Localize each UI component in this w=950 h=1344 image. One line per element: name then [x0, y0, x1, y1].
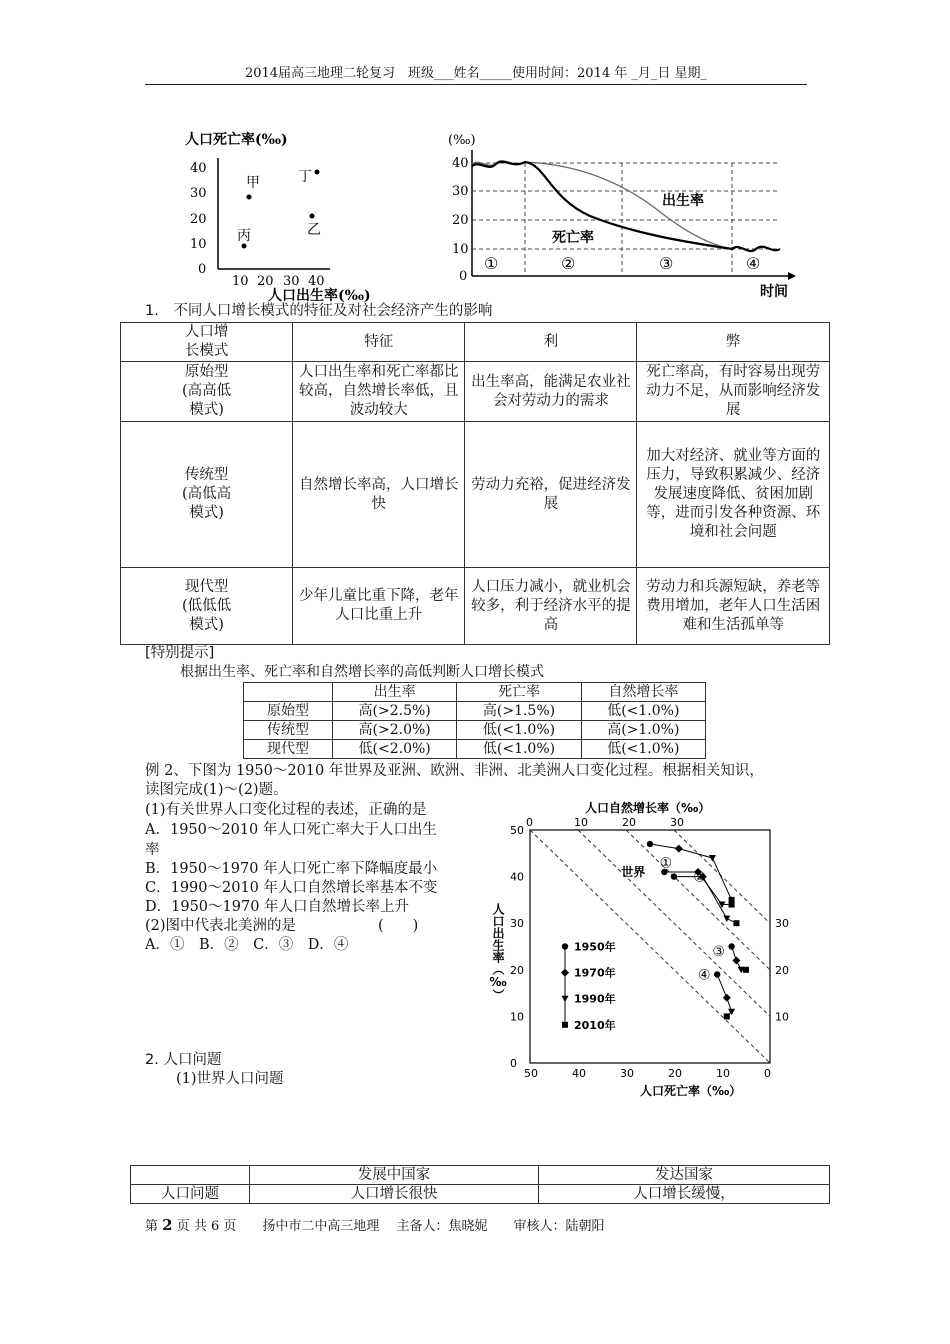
- table2-cell: 原始型: [244, 702, 333, 721]
- table2-cell: 低(<2.0%): [333, 740, 457, 759]
- section2-title: 2. 人口问题: [145, 1052, 222, 1068]
- left-tick: 40: [510, 870, 524, 884]
- table1-cell: 劳动力充裕，促进经济发展: [465, 422, 637, 568]
- table1-cell: 少年儿童比重下降，老年人口比重上升: [293, 568, 465, 645]
- left-tick: 10: [510, 1010, 524, 1024]
- world-label: 世界: [621, 864, 646, 879]
- top-tick: 30: [670, 816, 684, 829]
- page-number: 2: [162, 1216, 173, 1234]
- table1-header: 利: [465, 323, 637, 362]
- data-point-1950: [647, 841, 653, 847]
- point-label: 丁: [298, 169, 312, 185]
- series-label: ①: [659, 855, 673, 872]
- left-tick: 0: [510, 1057, 517, 1070]
- point-bing: [242, 244, 247, 249]
- birth-death-curve: [440, 128, 800, 303]
- data-point-1970: [723, 994, 731, 1002]
- birth-rate-label: 出生率: [662, 193, 704, 209]
- table1-cell: 劳动力和兵源短缺，养老等费用增加，老年人口生活困难和生活孤单等: [637, 568, 830, 645]
- stage-label: ①: [484, 254, 499, 273]
- series-label: ③: [712, 944, 725, 961]
- point-label: 甲: [246, 175, 260, 191]
- curve-xlabel: 时间: [760, 284, 788, 300]
- curve-unit: (‰): [448, 133, 476, 148]
- bottom-axis-label: 人口死亡率（‰）: [640, 1084, 742, 1098]
- table3-header: [131, 1166, 250, 1185]
- page-header: 2014届高三地理二轮复习 班级___姓名_____使用时间：2014 年 _月_日 星期_: [145, 64, 807, 85]
- footer-prefix: 第: [145, 1219, 163, 1234]
- data-point-1950: [671, 873, 677, 879]
- table1-header: 人口增 长模式: [121, 323, 293, 362]
- scatter-xtick: 10: [232, 274, 249, 289]
- data-point-1970: [732, 956, 740, 964]
- data-point-2010: [733, 920, 739, 926]
- legend-label: 1970年: [574, 966, 616, 980]
- bottom-tick: 40: [572, 1067, 586, 1080]
- bottom-tick: 20: [668, 1067, 682, 1080]
- tip-title: [特别提示]: [145, 645, 215, 661]
- data-point-2010: [743, 967, 749, 973]
- table2-header: 死亡率: [457, 683, 581, 702]
- data-point-1990: [709, 855, 716, 862]
- population-problem-table: [130, 1165, 830, 1204]
- table2-cell: 低(<1.0%): [581, 740, 705, 759]
- data-point-1950: [714, 971, 720, 977]
- option-a: A．1950～2010 年人口死亡率大于人口出生: [145, 822, 437, 838]
- curve-ytick: 30: [452, 184, 469, 199]
- option-b: B．1950～1970 年人口死亡率下降幅度最小: [145, 861, 438, 877]
- scatter-xtick: 20: [257, 274, 274, 289]
- top-tick: 20: [622, 816, 636, 829]
- scatter-ytick: 30: [190, 186, 207, 201]
- curve-ytick: 20: [452, 213, 469, 228]
- table2-header: 出生率: [333, 683, 457, 702]
- table1-cell: 人口压力减小，就业机会较多，利于经济水平的提高: [465, 568, 637, 645]
- legend-label: 1990年: [574, 992, 616, 1006]
- point-ding: [315, 170, 320, 175]
- right-tick: 10: [775, 1010, 789, 1024]
- table3-cell: 人口增长很快: [250, 1185, 539, 1204]
- bottom-tick: 10: [716, 1067, 730, 1080]
- table3-header: 发展中国家: [250, 1166, 539, 1185]
- top-tick: 0: [526, 816, 533, 829]
- table2-cell: 高(>1.5%): [457, 702, 581, 721]
- series-line: [732, 947, 746, 970]
- legend-label: 2010年: [574, 1018, 616, 1032]
- answer-blank: ( ): [378, 918, 419, 934]
- table2-cell: 低(<1.0%): [581, 702, 705, 721]
- stage-label: ④: [746, 254, 761, 273]
- page-footer: [145, 1215, 605, 1234]
- table1-cell: 现代型 (低低低 模式): [121, 568, 293, 645]
- section2-sub: (1)世界人口问题: [176, 1071, 284, 1087]
- data-point-1990: [723, 916, 730, 923]
- option-c: C．1990～2010 年人口自然增长率基本不变: [145, 880, 438, 896]
- option-d: D．1950～1970 年人口自然增长率上升: [145, 899, 410, 915]
- point-label: 丙: [237, 228, 251, 244]
- table2-cell: 低(<1.0%): [457, 740, 581, 759]
- death-rate-line: [472, 162, 780, 251]
- table1-cell: 原始型 (高高低 模式): [121, 362, 293, 422]
- data-point-2010: [562, 1022, 568, 1028]
- bottom-tick: 30: [620, 1067, 634, 1080]
- table1-cell: 出生率高，能满足农业社会对劳动力的需求: [465, 362, 637, 422]
- table3-header: 发达国家: [539, 1166, 830, 1185]
- table2-cell: 传统型: [244, 721, 333, 740]
- scatter-ytick: 40: [190, 161, 207, 176]
- data-point-1950: [562, 943, 568, 949]
- table2-cell: 高(>1.0%): [581, 721, 705, 740]
- population-change-chart: [480, 793, 800, 1105]
- iso-growth-line: [626, 830, 770, 970]
- question-2-options: A．① B．② C．③ D．④: [145, 937, 349, 953]
- option-a-cont: 率: [145, 842, 160, 858]
- stage-label: ②: [561, 254, 576, 273]
- death-birth-scatter: [180, 128, 440, 303]
- table2-cell: 低(<1.0%): [457, 721, 581, 740]
- iso-growth-line: [578, 830, 770, 1016]
- scatter-xtick: 40: [308, 274, 325, 289]
- legend-label: 1950年: [574, 940, 616, 954]
- scatter-xlabel: 人口出生率(‰): [268, 288, 371, 303]
- left-axis-label: 人口出生率（‰）: [491, 903, 505, 1001]
- table1-cell: 加大对经济、就业等方面的压力，导致积累减少、经济发展速度降低、贫困加剧等，进而引发各种资源、环境和社会问题: [637, 422, 830, 568]
- top-axis-label: 人口自然增长率（‰）: [585, 801, 711, 815]
- bottom-tick: 50: [524, 1067, 538, 1080]
- scatter-ytick: 20: [190, 212, 207, 227]
- table1-cell: 自然增长率高，人口增长快: [293, 422, 465, 568]
- curve-ytick: 40: [452, 156, 469, 171]
- bottom-tick: 0: [764, 1067, 771, 1080]
- series-label: ④: [698, 967, 711, 984]
- table1-header: 弊: [637, 323, 830, 362]
- left-tick: 20: [510, 963, 524, 977]
- model-criteria-table: [243, 682, 706, 759]
- example-intro: 例 2、下图为 1950～2010 年世界及亚洲、欧洲、非洲、北美洲人口变化过程。根据相关知识，: [145, 763, 764, 779]
- right-tick: 20: [775, 963, 789, 977]
- data-point-2010: [724, 1013, 730, 1019]
- scatter-ytick: 0: [198, 262, 207, 277]
- left-tick: 30: [510, 917, 524, 931]
- table3-cell: 人口问题: [131, 1185, 250, 1204]
- question-2: (2)图中代表北美洲的是: [145, 918, 297, 934]
- table2-header: 自然增长率: [581, 683, 705, 702]
- scatter-xtick: 30: [283, 274, 300, 289]
- death-rate-label: 死亡率: [552, 230, 594, 246]
- table2-cell: 高(>2.0%): [333, 721, 457, 740]
- point-jia: [247, 195, 252, 200]
- table2-header: [244, 683, 333, 702]
- right-tick: 30: [775, 917, 789, 931]
- data-point-1970: [675, 845, 683, 853]
- table1-header: 特征: [293, 323, 465, 362]
- point-label: 乙: [307, 222, 321, 238]
- table1-cell: 传统型 (高低高 模式): [121, 422, 293, 568]
- data-point-1950: [728, 943, 734, 949]
- point-yi: [310, 214, 315, 219]
- curve-ytick: 0: [459, 269, 468, 284]
- scatter-ylabel: 人口死亡率(‰): [185, 132, 288, 148]
- question-1: (1)有关世界人口变化过程的表述，正确的是: [145, 802, 427, 818]
- data-point-2010: [729, 902, 735, 908]
- table2-cell: 现代型: [244, 740, 333, 759]
- stage-label: ③: [659, 254, 674, 273]
- top-tick: 10: [574, 816, 588, 829]
- footer-text: 页 共 6 页 扬中市二中高三地理 主备人：焦晓妮 审核人：陆朝阳: [172, 1219, 605, 1234]
- growth-model-table: [120, 322, 830, 645]
- section1-title: 1. 不同人口增长模式的特征及对社会经济产生的影响: [145, 303, 493, 319]
- scatter-ytick: 10: [190, 237, 207, 252]
- tip-intro: 根据出生率、死亡率和自然增长率的高低判断人口增长模式: [180, 664, 544, 680]
- table3-cell: 人口增长缓慢，: [539, 1185, 830, 1204]
- series-label: ②: [693, 869, 706, 886]
- example-intro: 读图完成(1)～(2)题。: [145, 782, 288, 798]
- table2-cell: 高(>2.5%): [333, 702, 457, 721]
- left-tick: 50: [510, 824, 524, 837]
- table1-cell: 死亡率高，有时容易出现劳动力不足，从而影响经济发展: [637, 362, 830, 422]
- curve-ytick: 10: [452, 242, 469, 257]
- table1-cell: 人口出生率和死亡率都比较高，自然增长率低，且波动较大: [293, 362, 465, 422]
